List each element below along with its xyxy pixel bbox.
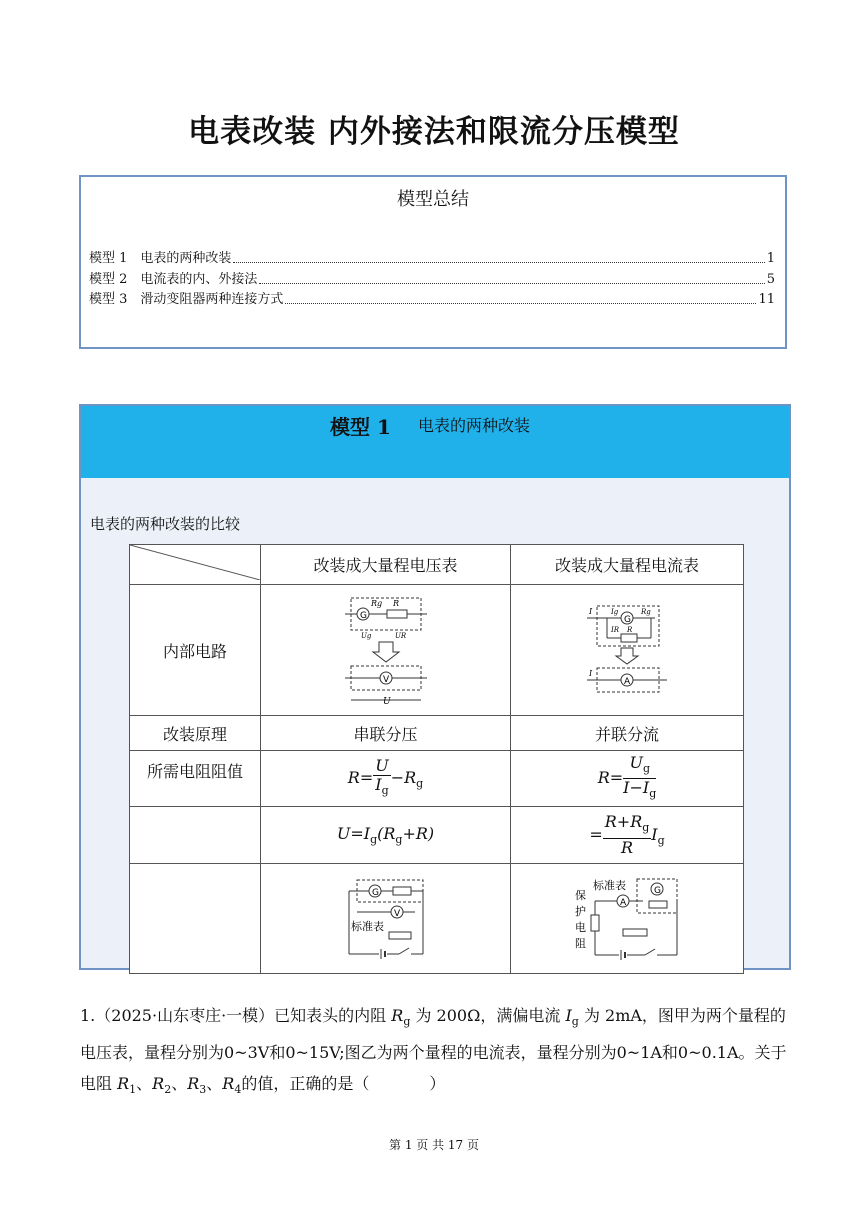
svg-text:A: A bbox=[620, 897, 627, 908]
toc-heading: 模型总结 bbox=[397, 189, 469, 210]
svg-text:G: G bbox=[624, 615, 631, 625]
ammeter-calibration-diagram bbox=[573, 871, 681, 967]
svg-text:标准表: 标准表 bbox=[593, 878, 626, 892]
principle-voltage: 串联分压 bbox=[261, 716, 511, 751]
svg-text:IR: IR bbox=[611, 626, 620, 634]
svg-text:保: 保 bbox=[575, 888, 586, 902]
question-text: 为 2mA，图甲为两个量程的电压表，量程分别为0~3V和0~15V;图乙为两个量程的电流表，量程分别为0~1A和0~0.1A。关于电阻 bbox=[80, 1006, 787, 1094]
formula-voltage-resistance: R= $\frac{U}{I_g}$ $-R_g$ bbox=[261, 751, 511, 807]
voltmeter-circuit-cell bbox=[261, 585, 511, 716]
voltmeter-calibration-cell bbox=[261, 864, 511, 974]
toc-dots bbox=[259, 272, 764, 284]
question-text: 已知表头的内阻 bbox=[274, 1006, 387, 1025]
toc-box bbox=[79, 175, 787, 349]
voltmeter-circuit-diagram bbox=[343, 590, 429, 710]
svg-text:UR: UR bbox=[394, 632, 406, 640]
toc-entry-page: 5 bbox=[766, 272, 775, 287]
principle-current: 并联分流 bbox=[511, 716, 744, 751]
svg-text:I: I bbox=[589, 607, 593, 616]
row-label-resistance: 所需电阻阻值 bbox=[130, 751, 261, 807]
question-number: 1. bbox=[80, 1006, 96, 1025]
question-text: 的值，正确的是（ bbox=[241, 1074, 370, 1094]
page-title: 电表改装 内外接法和限流分压模型 bbox=[188, 114, 680, 150]
empty-cell bbox=[130, 864, 261, 974]
svg-text:R: R bbox=[392, 599, 399, 608]
svg-text:V: V bbox=[393, 908, 400, 919]
toc-dots bbox=[285, 292, 756, 304]
diagonal-line bbox=[130, 545, 260, 580]
svg-text:R: R bbox=[627, 626, 633, 634]
toc-entry-page: 11 bbox=[758, 292, 775, 307]
model-section bbox=[79, 404, 791, 970]
svg-text:G: G bbox=[371, 887, 379, 898]
svg-text:A: A bbox=[624, 677, 631, 687]
svg-text:护: 护 bbox=[575, 904, 586, 918]
ammeter-circuit-cell bbox=[511, 585, 744, 716]
row-label-principle: 改装原理 bbox=[130, 716, 261, 751]
svg-text:阻: 阻 bbox=[575, 936, 586, 950]
svg-text:Rg: Rg bbox=[641, 608, 651, 616]
svg-text:V: V bbox=[382, 675, 389, 685]
toc-entry[interactable] bbox=[89, 292, 775, 308]
row-label-circuit: 内部电路 bbox=[130, 585, 261, 716]
svg-text:Rg: Rg bbox=[370, 599, 382, 608]
toc-entry[interactable] bbox=[89, 251, 775, 267]
ammeter-circuit-diagram bbox=[585, 600, 669, 700]
model-banner bbox=[81, 406, 789, 478]
ammeter-calibration-cell bbox=[511, 864, 744, 974]
toc-entry[interactable] bbox=[89, 272, 775, 288]
header-voltage: 改装成大量程电压表 bbox=[261, 545, 511, 585]
formula-current-range: = $\frac{R+R_g}{R}$ $I_g$ bbox=[511, 807, 744, 864]
header-current: 改装成大量程电流表 bbox=[511, 545, 744, 585]
model-number: 模型 1 bbox=[330, 415, 391, 439]
formula-voltage-range: $U=I_g(R_g+R)$ bbox=[261, 807, 511, 864]
svg-text:电: 电 bbox=[575, 920, 586, 934]
empty-cell bbox=[130, 807, 261, 864]
model-name: 电表的两种改装 bbox=[418, 416, 531, 435]
svg-text:U: U bbox=[382, 697, 391, 707]
formula-current-resistance: R= $\frac{U_g}{I-I_g}$ bbox=[511, 751, 744, 807]
svg-text:Ig: Ig bbox=[611, 608, 619, 616]
question-text: ） bbox=[429, 1074, 446, 1094]
diagonal-header-cell bbox=[130, 545, 261, 585]
comparison-table bbox=[129, 544, 744, 974]
comparison-title: 电表的两种改装的比较 bbox=[90, 515, 241, 533]
toc-entry-label: 模型 1 电表的两种改装 bbox=[89, 251, 232, 266]
svg-text:Ug: Ug bbox=[360, 632, 371, 640]
svg-text:G: G bbox=[654, 885, 661, 896]
svg-text:I: I bbox=[589, 669, 593, 678]
voltmeter-calibration-diagram bbox=[343, 876, 429, 962]
svg-text:G: G bbox=[359, 611, 367, 621]
question-1: 1.（2025·山东枣庄·一模）已知表头的内阻 $R_g$ 为 200Ω，满偏电流 $I_g$ 为 2mA，图甲为两个量程的电压表，量程分别为0~3V和0~15V;图乙为两个量程的电流表，量程分别为0~1A和0~0.1A。关于电阻 $R_1$、$R_2$、$R_3$、$R_4$的值，正确的是（ ） bbox=[80, 1006, 787, 1097]
toc-entry-label: 模型 2 电流表的内、外接法 bbox=[89, 272, 258, 287]
standard-meter-label: 标准表 bbox=[350, 919, 384, 933]
toc-entry-label: 模型 3 滑动变阻器两种连接方式 bbox=[89, 292, 284, 307]
question-text: 为 200Ω，满偏电流 bbox=[415, 1006, 561, 1025]
page-footer: 第 1 页 共 17 页 bbox=[389, 1138, 479, 1152]
toc-dots bbox=[233, 251, 764, 263]
toc-entry-page: 1 bbox=[766, 251, 775, 266]
question-source: （2025·山东枣庄·一模） bbox=[95, 1006, 275, 1025]
